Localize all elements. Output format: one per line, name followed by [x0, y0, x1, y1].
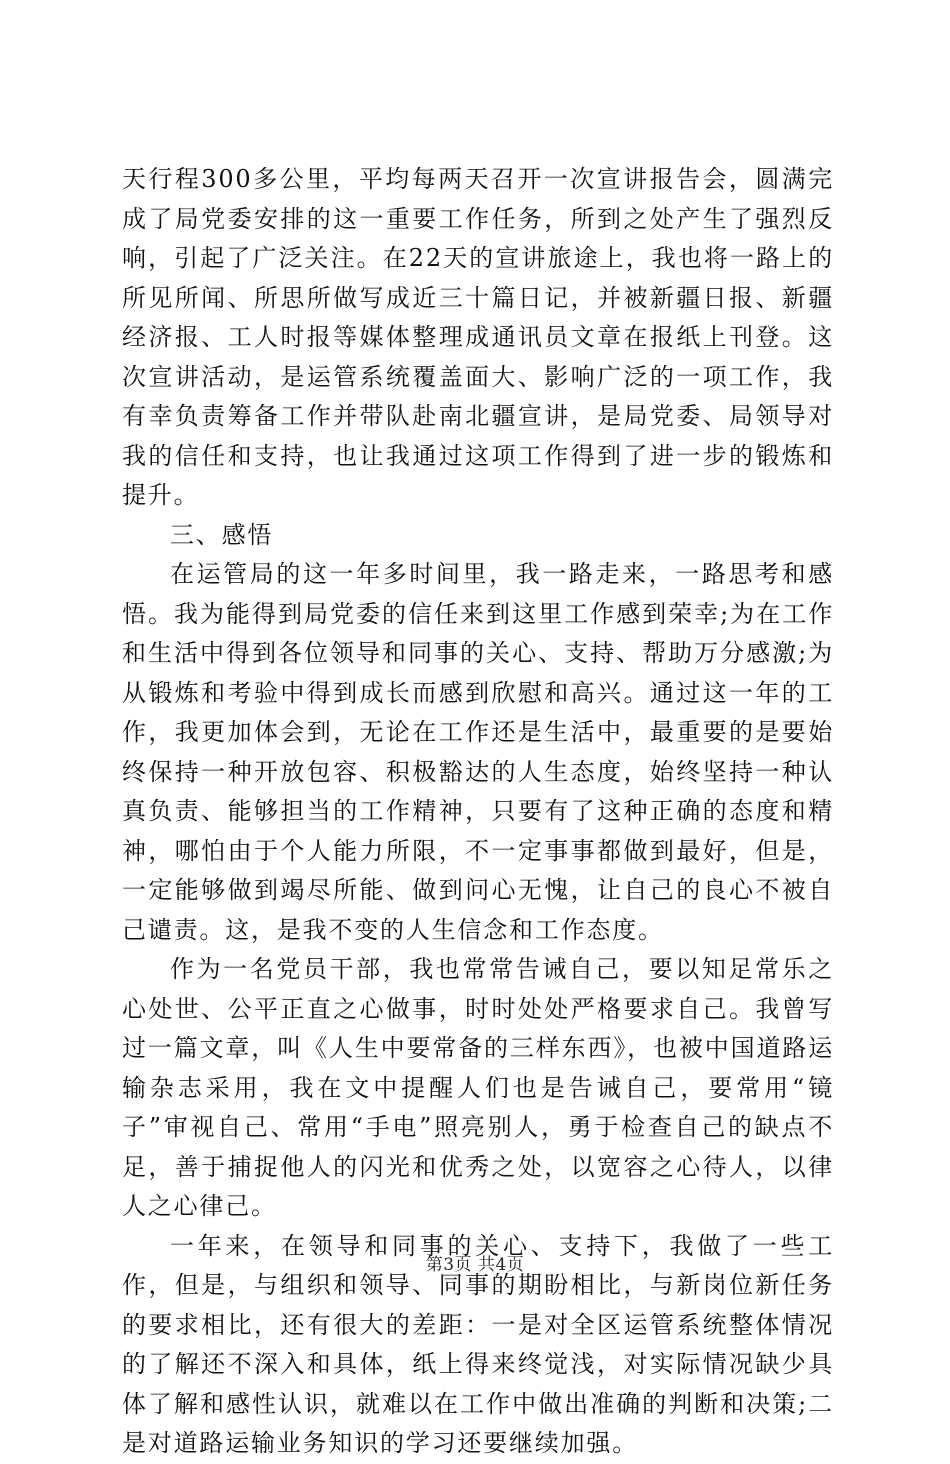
paragraph-reflection: 在运管局的这一年多时间里，我一路走来，一路思考和感悟。我为能得到局党委的信任来到这里工作感到荣幸;为在工作和生活中得到各位领导和同事的关心、支持、帮助万分感激;为从锻炼和考验中得到成长而感到欣慰和高兴。通过这一年的工作，我更加体会到，无论在工作还是生活中，最重要的是要始终保持一种开放包容、积极豁达的人生态度，始终坚持一种认真负责、能够担当的工作精神，只要有了这种正确的态度和精神，哪怕由于个人能力所限，不一定事事都做到最好，但是，一定能够做到竭尽所能、做到问心无愧，让自己的良心不被自己谴责。这，是我不变的人生信念和工作态度。 [122, 560, 834, 944]
page-number-footer: 第3页 共4页 [425, 1255, 525, 1275]
paragraph-continuation: 天行程300多公里，平均每两天召开一次宣讲报告会，圆满完成了局党委安排的这一重要工作任务，所到之处产生了强烈反响，引起了广泛关注。在22天的宣讲旅途上，我也将一路上的所见所闻、所思所做写成近三十篇日记，并被新疆日报、新疆经济报、工人时报等媒体整理成通讯员文章在报纸上刊登。这次宣讲活动，是运管系统覆盖面大、影响广泛的一项工作，我有幸负责筹备工作并带队赴南北疆宣讲，是局党委、局领导对我的信任和支持，也让我通过这项工作得到了进一步的锻炼和提升。 [122, 165, 834, 509]
paragraph-shortcomings: 一年来，在领导和同事的关心、支持下，我做了一些工作，但是，与组织和领导、同事的期盼相比，与新岗位新任务的要求相比，还有很大的差距：一是对全区运管系统整体情况的了解还不深入和具体，纸上得来终觉浅，对实际情况缺少具体了解和感性认识，就难以在工作中做出准确的判断和决策;二是对道路运输业务知识的学习还要继续加强。 [122, 1231, 834, 1457]
section-heading: 三、感悟 [170, 520, 274, 549]
paragraph-party-member: 作为一名党员干部，我也常常告诫自己，要以知足常乐之心处世、公平正直之心做事，时时处处严格要求自己。我曾写过一篇文章，叫《人生中要常备的三样东西》，也被中国道路运输杂志采用，我在文中提醒人们也是告诫自己，要常用“镜子”审视自己、常用“手电”照亮别人，勇于检查自己的缺点不足，善于捕捉他人的闪光和优秀之处，以宽容之心待人，以律人之心律己。 [122, 955, 834, 1220]
